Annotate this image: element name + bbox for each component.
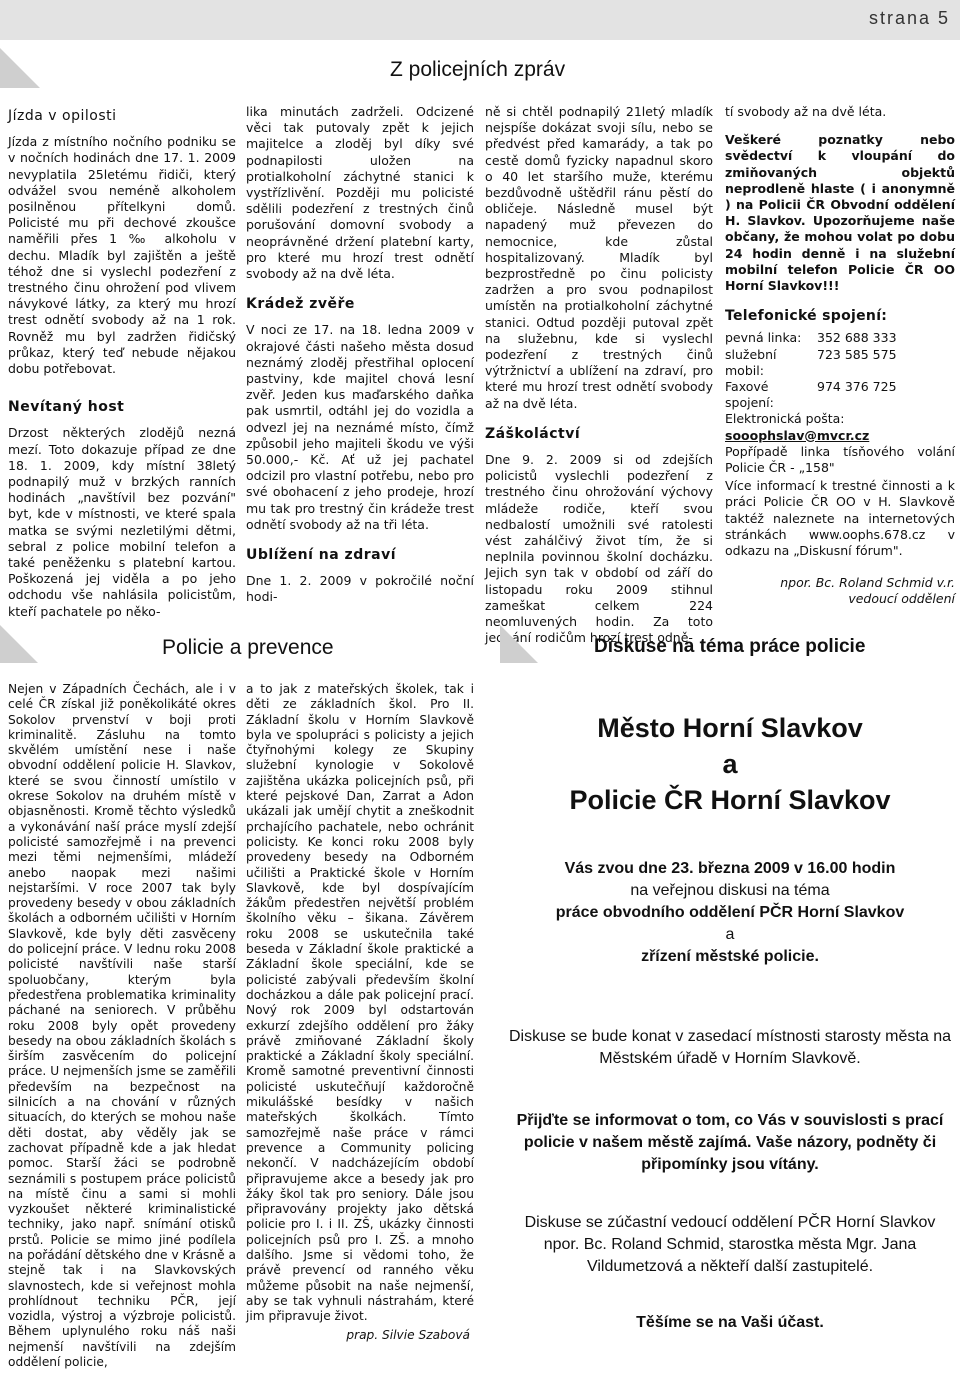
signature-name: npor. Bc. Roland Schmid v.r.	[780, 575, 955, 591]
section-title-prevention: Policie a prevence	[162, 636, 334, 659]
paragraph: ně si chtěl podnapilý 21letý mladík nejspíše dokázat svoji sílu, nebo se předvést před kamarády, a tak po cestě domů fyzicky napadnul skoro o 40 let staršího muže, kterému bezdůvodně uštědřil ránu pěstí do obličeje. Následně musel být napadený muž převezen do nemocnice, kde zůstal hospitalizovaný. Mladík byl bezprostředně po činu policisty zadržen a pro svou podnapilost umístěn na protialkoholní záchytné stanici. Odtud později putoval zpět na služebnu, kde si vyslechl podezření z trestných činů výtržnictví a ublížení na zdraví, pro které mu hrozí trest odnětí svobody až na dvě léta.	[485, 104, 713, 411]
paragraph: Popřípadě linka tísňového volání Policie ČR - „158"	[725, 443, 955, 476]
contact-row	[725, 379, 955, 411]
contact-value: 974 376 725	[817, 379, 897, 395]
paragraph: lika minutách zadrželi. Odcizené věci tak putovaly zpět k jejich majitelce a zloděj byl díky své podnapilosti uložen na protialkoholní záchytné stanici k vystřízlivění. Později mu policisté sdělili podezření z trestných činů porušování domovní svobody a neoprávněné držení platební karty, pro které mu hrozí trest odnětí svobody až na dvě léta.	[246, 104, 474, 282]
paragraph: Drzost některých zlodějů nezná mezí. Toto dokazuje případ ze dne 18. 1. 2009, kdy místní 38letý podnapilý muž v brzkých ranních hodinách „navštívil bez pozvání" byt, kde v místnosti, ve které spala matka se svými nezletilými dětmi, sebral z police mobilní telefon a také peněženku s platební kartou. Poškozená jej viděla a po jeho odchodu vše nahlásila policistům, kteří pachatele po něko-	[8, 425, 236, 619]
paragraph: a to jak z mateřských školek, tak i děti ze základních škol. Pro II. Základní školu v Horním Slavkově byla ve spolupráci s policisty a jejich čtyřnohými kolegy ze Skupiny služební kynologie v Sokolově zajištěna ukázka policejních psů, při které pejskové Dan, Zarrat a Adon ukázali jak umějí chytit a zneškodnit prchajícího pachatele, nebo ochránit policisty. Ke konci roku 2008 byly provedeny besedy na Odborném učilišti a Praktické škole v Horním Slavkově, kde byl dospívajícím žákům předestřen největší problém školního věku – šikana. Závěrem roku 2008 se uskutečnila také beseda v Základní škole praktické a Základní škole speciální, kde se policisté zabývali především školní docházkou a dále pak policejní prací. Nový rok 2009 byl odstartován exkurzí zdejšího oddělení pro žáky právě zmiňované Základní školy praktické a Základní školy speciální. Kromě samotné preventivní činnosti policisté uskutečňují každoročně mikulášské besídky v našich mateřských školkách. Tímto samozřejmě naše práce v rámci prevence a Community policing nekončí. V nadcházejícím období připravujeme akce a besedy jak pro žáky škol tak pro seniory. Dále jsou připravovány projekty jako dětská policie pro I. i II. ZŠ, ukázky činnosti policejních psů pro I. ZŠ. a mnoho dalšího. Jsme si vědomi toho, že právě prevencí od ranného věku můžeme působit na naše nejmenší, aby se tak vyhnuli nástrahám, které jim připravuje život.	[246, 682, 474, 1324]
prevention-signature: prap. Silvie Szabová	[346, 1328, 470, 1343]
contact-label: Faxové spojení:	[725, 379, 774, 411]
heading-truancy: Záškoláctví	[485, 425, 581, 442]
prevention-column-1	[8, 682, 236, 1370]
contact-label: služební mobil:	[725, 346, 777, 378]
corner-triangle-decoration	[0, 48, 40, 88]
invitation-closing: Těšíme se na Vaši účast.	[636, 1314, 824, 1331]
article-column-1	[8, 108, 236, 620]
page-header-bar	[0, 0, 960, 40]
invitation-topic-text: práce obvodního oddělení PČR Horní Slavkov	[555, 904, 905, 921]
invitation-topic	[505, 902, 955, 924]
contact-row	[725, 330, 955, 346]
contact-value: 352 688 333	[817, 330, 897, 346]
contacts-title: Telefonické spojení:	[725, 308, 888, 325]
invitation-participants: Diskuse se zúčastní vedoucí oddělení PČR Horní Slavkov npor. Bc. Roland Schmid, starostka města Mgr. Jana Vildumetzová a někteří další zastupitelé.	[524, 1214, 936, 1275]
invitation-topic-2-text: zřízení městské policie.	[641, 948, 819, 965]
invitation-date-text: Vás zvou dne 23. března 2009 v 16.00 hodin	[564, 860, 896, 877]
article-column-4	[725, 104, 955, 608]
signature-role: vedoucí oddělení	[848, 591, 955, 607]
article-column-2	[246, 104, 474, 606]
contact-label: pevná linka:	[725, 330, 802, 346]
invitation-and: a	[722, 749, 738, 779]
prevention-column-2	[246, 682, 474, 1344]
section-title-discussion: Diskuse na téma práce policie	[594, 636, 866, 657]
email-label: Elektronická pošta:	[725, 411, 845, 427]
paragraph: Dne 9. 2. 2009 si od zdejších policistů vyslechli podezření z trestného činu ohrožování výchovy mládeže rodiče, kteří svou nedbalostí umožnili své ratolesti vést zahálčivý život tím, že si neplnila povinnou školní docházku. Jejich syn tak v období od září do listopadu roku 2009 stihnul zameškat celkem 224 neomluvených hodin. Za toto jednání rodičům hrozí trest odně-	[485, 452, 713, 646]
email-link[interactable]: sooophslav@mvcr.cz	[725, 427, 870, 443]
invitation-topic-2	[505, 946, 955, 968]
heading-uninvited-guest: Nevítaný host	[8, 399, 125, 416]
contact-row	[725, 347, 955, 379]
corner-triangle-decoration	[0, 625, 38, 663]
paragraph: Nejen v Západních Čechách, ale i v celé ČR získal již poněkolikáté okres Sokolov prvenství v boji proti kriminalitě. Zásluhu na tomto skvělém umístění nese i naše obvodní oddělení policie H. Slavkov, které se svou činností umístilo v okrese Sokolov na druhém místě v objasněnosti. Kromě těchto výsledků a vykonávání naší práce myslí zdejší policisté samozřejmě i na prevenci mezi těmi nejmenšími, mládeží anebo naopak mezi našimi nejstaršími. V roce 2007 tak byly provedeny besedy v obou základních školách a odborném učilišti v Horním Slavkově, kde byly děti zasvěceny do policejní práce. V lednu roku 2008 policisté navštívili naše starší spoluobčany, kterým byla předestřena problematika kriminality páchané na seniorech. V průběhu roku 2008 byly opět provedeny besedy na obou základních školách s širším zasvěcením do policejní práce. U nejmenších jsme se zaměřili především na bezpečnost na silnicích a na chování v různých situacích, do kterých se mohou naše děti dostat, aby věděly jak se zachovat případně kde a jak hledat pomoc. Starší žáci se podrobně seznámili s postupem práce policistů na místě činu a sami si mohli vyzkoušet některé kriminalistické techniky, jako např. snímání otisků prstů. Policie se mimo jiné podílela na pořádání dětského dne v Krásně a stejně tak i na Slavkovských slavnostech, kde si veřejnost mohla prohlídnout techniku PČR, její vozidla, výstroj a výzbroje policistů. Během uplynulého roku náš naši nejmenší navštívili na zdejším oddělení policie,	[8, 682, 236, 1370]
appeal-paragraph: Veškeré poznatky nebo svědectví k vloupání do zmiňovaných objektů neprodleně hlaste ( i anonymně ) na Policii ČR Obvodní oddělení H. Slavkov. Upozorňujeme naše občany, že mohou volat po dobu 24 hodin denně i na služební mobilní telefon Policie ČR OO Horní Slavkov!!!	[725, 132, 955, 294]
corner-triangle-decoration	[500, 625, 538, 663]
invitation-host-city: Město Horní Slavkov	[597, 713, 863, 743]
contact-value: 723 585 575	[817, 346, 897, 362]
page-number: strana 5	[868, 8, 950, 28]
heading-game-theft: Krádež zvěře	[246, 296, 355, 313]
invitation-block	[505, 680, 955, 1334]
contacts-block	[725, 308, 955, 559]
invitation-line: a	[725, 926, 735, 943]
paragraph: Více informací k trestné činnosti a k práci Policie ČR OO v H. Slavkově taktéž naleznete na internetových stránkách www.oophs.678.cz v odkazu na „Diskusní fórum".	[725, 478, 955, 559]
invitation-call: Přijďte se informovat o tom, co Vás v souvislosti s prací policie v našem městě zajímá. Vaše názory, podněty či připomínky jsou vítány.	[516, 1112, 944, 1173]
invitation-line: na veřejnou diskusi na téma	[630, 882, 830, 899]
invitation-place: Diskuse se bude konat v zasedací místnosti starosty města na Městském úřadě v Horním Slavkově.	[509, 1028, 951, 1067]
paragraph: Dne 1. 2. 2009 v pokročilé noční hodi-	[246, 573, 474, 605]
paragraph: tí svobody až na dvě léta.	[725, 104, 887, 119]
paragraph: Jízda z místního nočního podniku se v nočních hodinách dne 17. 1. 2009 nevyplatila 25letému řidiči, který odvážel svou neméně alkoholem posilněnou přítelkyni domů. Policisté mu při dechové zkoušce naměřili přes 1 ‰ alkoholu v dechu. Mladík byl zajištěn a ještě téhož dne si vyslechl podezření z trestného činu ohrožení pod vlivem návykové látky, za který mu hrozí trest odnětí svobody až na 1 rok. Rovněž mu byl zadržen řidičský průkaz, který teď nebude nějakou dobu potřebovat.	[8, 134, 236, 377]
invitation-host-police: Policie ČR Horní Slavkov	[569, 785, 891, 815]
section-title-police-reports: Z policejních zpráv	[390, 58, 566, 81]
invitation-date	[505, 858, 955, 880]
heading-drunk-driving: Jízda v opilosti	[8, 108, 117, 124]
heading-bodily-harm: Ublížení na zdraví	[246, 547, 397, 564]
article-column-3	[485, 104, 713, 647]
paragraph: V noci ze 17. na 18. ledna 2009 v okrajové části našeho města dosud neznámý zloděj přestřihal oplocení pastviny, kde majitel chová lesní zvěř. Jeden kus maďarského daňka pak usmrtil, odtáhl jej do vozidla a odvezl jej na neznámé místo, čímž způsobil jeho majiteli škodu ve výši 50.000,- Kč. Ať už jej pachatel odcizil pro vlastní potřebu, nebo pro své obohacení z jeho prodeje, hrozí mu tak pro trestný čin krádeže trest odnětí svobody až na tři léta.	[246, 322, 474, 532]
